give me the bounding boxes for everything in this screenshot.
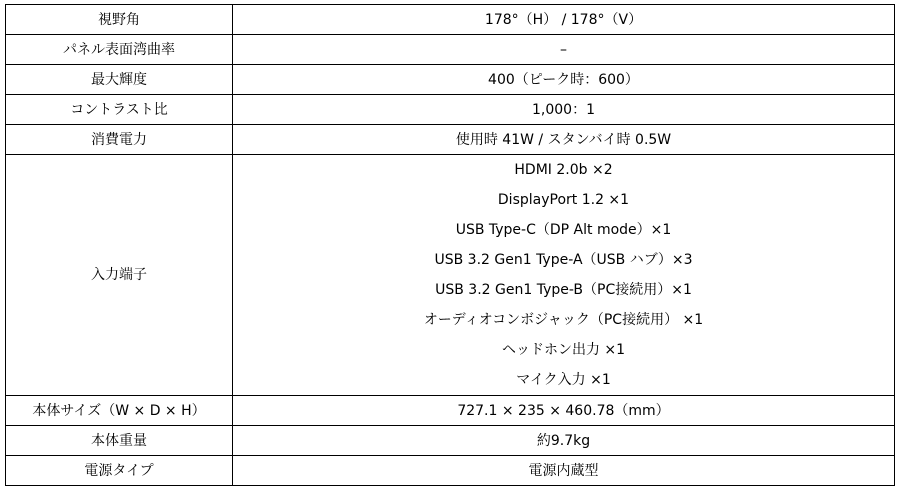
input-port-item: ヘッドホン出力 ×1: [501, 342, 626, 358]
spec-row-dimensions: [6, 396, 895, 426]
spec-value: 400（ピーク時：600）: [233, 65, 895, 95]
spec-value: –: [233, 35, 895, 65]
spec-label: 入力端子: [6, 155, 233, 396]
spec-label: パネル表面湾曲率: [6, 35, 233, 65]
spec-value: 178°（H） / 178°（V）: [233, 5, 895, 35]
spec-label: コントラスト比: [6, 95, 233, 125]
spec-value: 約9.7kg: [233, 426, 895, 456]
spec-value: 1,000：1: [233, 95, 895, 125]
spec-row-contrast: [6, 95, 895, 125]
input-port-item: DisplayPort 1.2 ×1: [497, 192, 630, 208]
spec-row-weight: [6, 426, 895, 456]
input-port-item: USB 3.2 Gen1 Type-B（PC接続用）×1: [435, 282, 692, 298]
spec-row-power: [6, 125, 895, 155]
input-port-item: HDMI 2.0b ×2: [514, 162, 613, 178]
input-port-item: マイク入力 ×1: [516, 372, 611, 388]
spec-row-curvature: [6, 35, 895, 65]
spec-label: 本体サイズ（W × D × H）: [6, 396, 233, 426]
spec-value: 使用時 41W / スタンバイ時 0.5W: [233, 125, 895, 155]
spec-value: 電源内蔵型: [233, 456, 895, 486]
spec-value-list: [233, 155, 895, 396]
spec-row-inputs: [6, 155, 895, 396]
spec-label: 最大輝度: [6, 65, 233, 95]
spec-row-power-type: [6, 456, 895, 486]
input-port-item: USB 3.2 Gen1 Type-A（USB ハブ）×3: [434, 252, 693, 268]
spec-value: 727.1 × 235 × 460.78（mm）: [233, 396, 895, 426]
spec-label: 視野角: [6, 5, 233, 35]
spec-label: 消費電力: [6, 125, 233, 155]
spec-label: 本体重量: [6, 426, 233, 456]
spec-row-brightness: [6, 65, 895, 95]
input-port-item: オーディオコンボジャック（PC接続用） ×1: [423, 312, 704, 328]
input-port-item: USB Type-C（DP Alt mode）×1: [455, 222, 672, 238]
spec-row-viewing-angle: [6, 5, 895, 35]
spec-table: [5, 4, 895, 486]
spec-label: 電源タイプ: [6, 456, 233, 486]
